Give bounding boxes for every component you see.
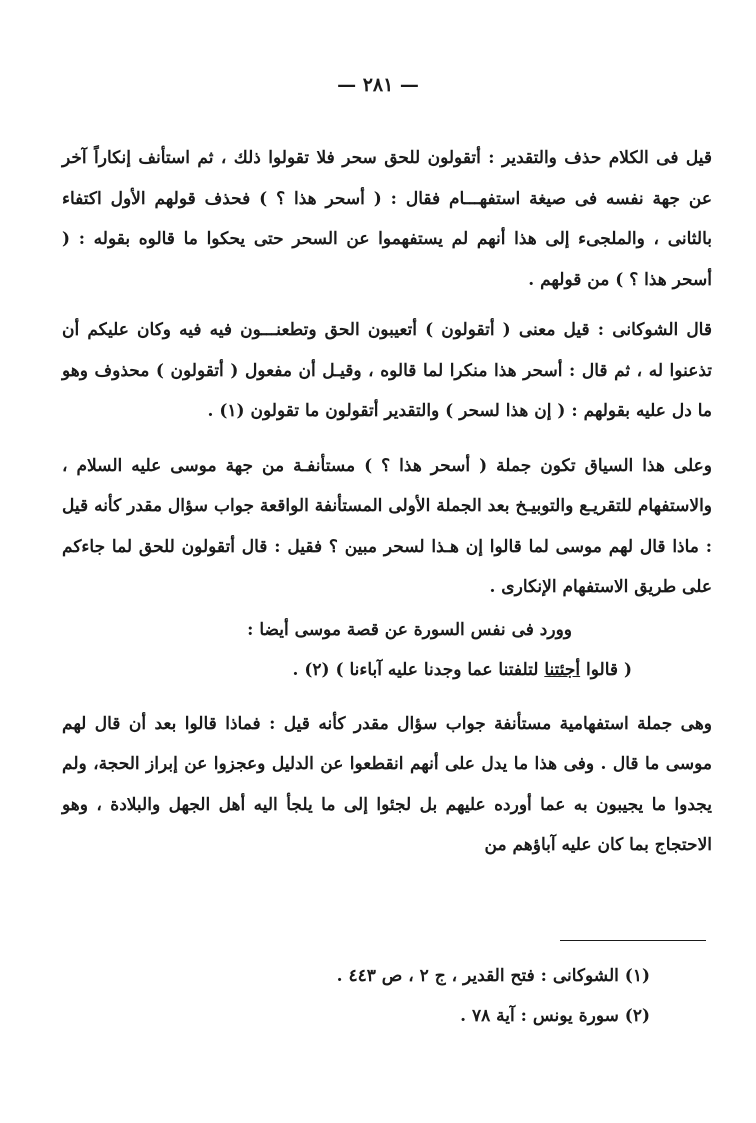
paragraph: وورد فى نفس السورة عن قصة موسى أيضا : [247, 619, 572, 640]
body-text [62, 138, 712, 866]
footnote: (٢) سورة يونس : آية ٧٨ . [460, 1006, 650, 1026]
paragraph: قيل فى الكلام حذف والتقدير : أتقولون للحق سحر فلا تقولوا ذلك ، ثم استأنف إنكاراً آخر عن جهة نفسه فى صيغة استفهـــام فقال : ( أسحر هذا ؟ ) فحذف قولهم الأول اكتفاء بالثانى ، والملجىء إلى هذا أنهم لم يستفهموا عن السحر حتى يحكوا ما قالوه بقوله : ( أسحر هذا ؟ ) من قولهم . [62, 148, 712, 290]
footnote: (١) الشوكانى : فتح القدير ، ج ٢ ، ص ٤٤٣ . [336, 966, 650, 986]
quote-prefix: ( قالوا [580, 659, 632, 680]
paragraph: قال الشوكانى : قيل معنى ( أتقولون ) أتعيبون الحق وتطعنـــون فيه فيه وكان عليكم أن تذعنوا له ، ثم قال : أسحر هذا منكرا لما قالوه ، وقيـل أن مفعول ( أتقولون ) محذوف وهو ما دل عليه بقولهم : ( إن هذا لسحر ) والتقدير أتقولون ما تقولون (١) . [62, 320, 712, 421]
quote-underlined-word: أجئتنا [544, 659, 581, 680]
paragraph-spacer [62, 432, 712, 446]
quran-quote [62, 650, 712, 690]
footnote-divider [560, 940, 706, 941]
paragraph-spacer [62, 300, 712, 310]
paragraph: وهى جملة استفهامية مستأنفة جواب سؤال مقدر كأنه قيل : فماذا قالوا بعد أن قال لهم موسى ما قال . وفى هذا ما يدل على أنهم انقطعوا عن الدليل وعجزوا عن إبراز الحجة، ولم يجدوا ما يجيبون به عما أورده عليهم بل لجئوا إلى ما يلجأ اليه أهل الجهل والبلادة ، وهو الاحتجاج بما كان عليه آباؤهم من [62, 713, 712, 855]
paragraph: وعلى هذا السياق تكون جملة ( أسحر هذا ؟ ) مستأنفـة من جهة موسى عليه السلام ، والاستفهام للتقريـع والتوبيـخ بعد الجملة الأولى المستأنفة الواقعة جواب سؤال مقدر كأنه قيل : ماذا قال لهم موسى لما قالوا إن هـذا لسحر مبين ؟ فقيل : قال أتقولون للحق لما جاءكم على طريق الاستفهام الإنكارى . [62, 455, 712, 597]
paragraph-spacer [62, 690, 712, 704]
quote-rest: لتلفتنا عما وجدنا عليه آباءنا ) (٢) . [292, 659, 545, 680]
footnotes [200, 956, 650, 1036]
page-number: — ٢٨١ — [337, 74, 419, 96]
